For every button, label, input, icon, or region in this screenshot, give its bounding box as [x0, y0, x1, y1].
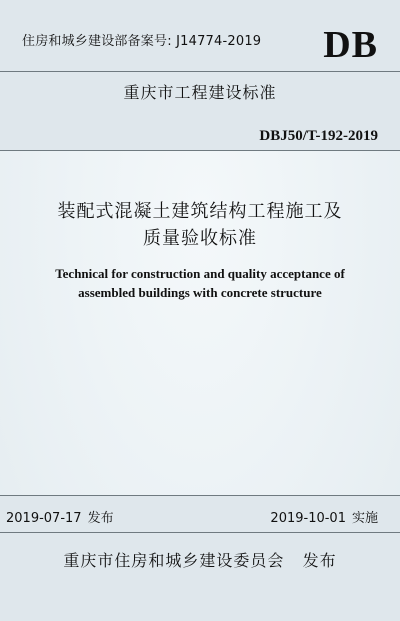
implementation-date-line — [270, 507, 378, 526]
english-title-line-1: Technical for construction and quality acceptance of — [55, 266, 345, 281]
implementation-date: 2019-10-01 — [270, 511, 346, 526]
issuing-authority: 重庆市住房和城乡建设委员会 发布 — [63, 551, 337, 570]
chinese-title-line-2: 质量验收标准 — [143, 228, 257, 249]
implementation-label: 实施 — [351, 511, 378, 526]
english-title-line-2: assembled buildings with concrete structure — [78, 285, 322, 300]
chinese-title-line-1: 装配式混凝土建筑结构工程施工及 — [57, 201, 343, 222]
standard-number: DBJ50/T-192-2019 — [259, 128, 378, 144]
issue-date-line — [6, 507, 114, 526]
issue-date: 2019-07-17 — [6, 511, 82, 526]
db-logo: DB — [323, 24, 378, 66]
filing-record: 住房和城乡建设部备案号: J14774-2019 — [22, 34, 262, 49]
header-rule — [0, 150, 400, 151]
english-title — [0, 264, 400, 302]
standard-level: 重庆市工程建设标准 — [123, 83, 277, 102]
top-rule — [0, 71, 400, 72]
footer-rule — [0, 495, 400, 496]
chinese-title — [0, 198, 400, 252]
issue-label: 发布 — [87, 511, 114, 526]
issuer-rule — [0, 532, 400, 533]
